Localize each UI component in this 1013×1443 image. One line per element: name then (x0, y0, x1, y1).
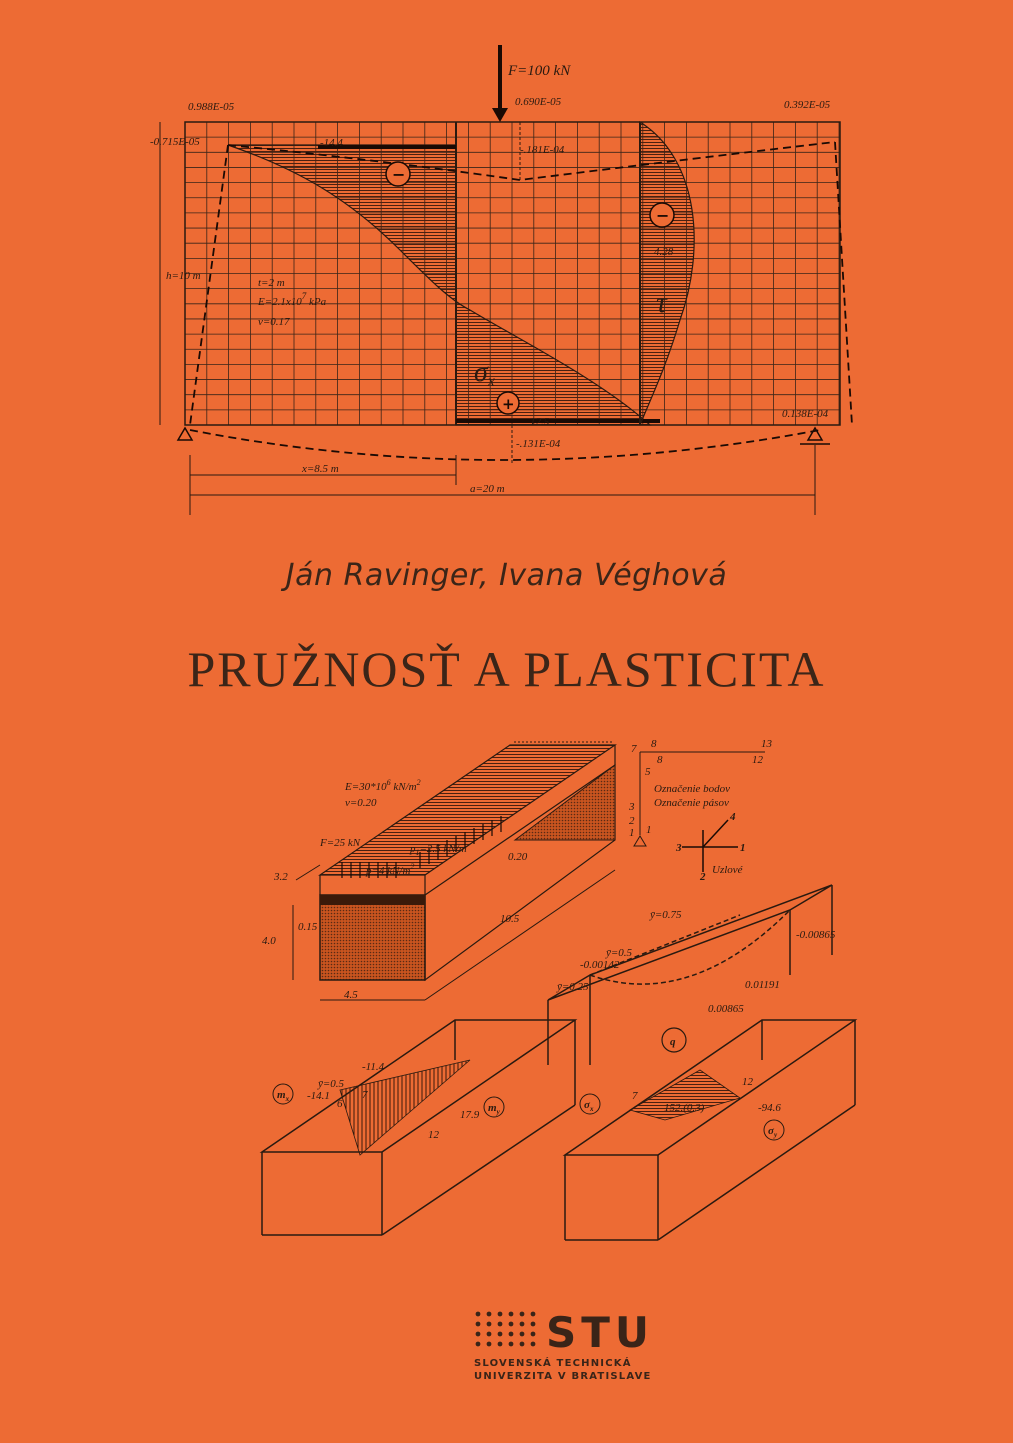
my-label: $m_y$ (488, 1102, 500, 1116)
plus-sign: + (502, 395, 515, 413)
logo-dot (487, 1312, 492, 1317)
stress-box (565, 1020, 855, 1240)
dim-label: 3.2 (274, 871, 288, 883)
logo-dot (487, 1332, 492, 1337)
legend-nodes: Uzlové (712, 864, 743, 876)
sigma-x-label: σx (474, 357, 495, 390)
node-number: 7 (362, 1089, 368, 1101)
logo-dot (476, 1322, 481, 1327)
dim-label: 4.0 (262, 935, 276, 947)
p-label: p=4 $kN/m^2$ (366, 862, 415, 877)
node-number: 12 (428, 1129, 439, 1141)
legend-points: Označenie bodov (654, 783, 731, 795)
axis-label: 2 (700, 871, 706, 883)
value-label: 0.00865 (708, 1003, 744, 1015)
value-label: 152.(0.3) (664, 1102, 705, 1114)
stress-label: -14.4 (320, 137, 343, 149)
value-label: -94.6 (758, 1102, 781, 1114)
q-displacement-box (548, 885, 832, 1065)
logo-dot (487, 1322, 492, 1327)
node-number: 3 (629, 801, 635, 813)
node-number: 6 (337, 1098, 343, 1110)
node-number: 7 (632, 1090, 638, 1102)
mx-label: $m_x$ (277, 1089, 290, 1103)
value-label: 17.9 (460, 1109, 480, 1121)
logo-dot (509, 1312, 514, 1317)
dim-label: 4.5 (344, 989, 358, 1001)
q-label: q (670, 1036, 676, 1048)
logo-dot (498, 1322, 503, 1327)
plate-modulus-label: $E=30*10^6$ $kN/m^2$ (345, 778, 421, 793)
poisson-label: ν=0.17 (258, 316, 290, 328)
a-dim-label: a=20 m (470, 483, 505, 495)
logo-dot (531, 1332, 536, 1337)
disp-label: 0.690E-05 (515, 96, 562, 108)
logo-dot (476, 1332, 481, 1337)
dim-label: 10.5 (500, 913, 520, 925)
logo-dot (520, 1332, 525, 1337)
x-dim-label: x=8.5 m (302, 463, 339, 475)
plate-force-label: F=25 kN (320, 837, 361, 849)
y-label: ȳ=0.5 (606, 947, 633, 959)
node-number: 2 (629, 815, 635, 827)
disp-label: -0.715E-05 (150, 136, 200, 148)
node-number: 7 (631, 743, 637, 755)
node-number: 1 (646, 824, 652, 836)
disp-label: 0.392E-05 (784, 99, 831, 111)
logo-dot (476, 1312, 481, 1317)
stress-label: 4.28 (654, 246, 674, 258)
plate-poisson-label: ν=0.20 (345, 797, 377, 809)
node-number: 1 (629, 827, 635, 839)
disp-label: 0.138E-04 (782, 408, 829, 420)
minus-sign: − (656, 206, 670, 225)
logo-dot (509, 1342, 514, 1347)
disp-label: -.131E-04 (516, 438, 561, 450)
thickness-label: t=2 m (258, 277, 285, 289)
axis-label: 3 (676, 842, 682, 854)
disp-label: 0.988E-05 (188, 101, 235, 113)
axis-label: 4 (730, 811, 736, 823)
axis-label: 1 (740, 842, 746, 854)
node-number: 12 (752, 754, 763, 766)
book-title: PRUŽNOSŤ A PLASTICITA (187, 641, 826, 697)
dim-label: 0.15 (298, 921, 318, 933)
logo-dot (520, 1322, 525, 1327)
value-label: 0.01191 (745, 979, 780, 991)
force-label: F=100 kN (508, 63, 571, 79)
logo-dot (498, 1342, 503, 1347)
moment-box (262, 1020, 575, 1235)
y-label: ȳ=0.75 (650, 909, 682, 921)
stress-label: 12.5 (530, 416, 550, 428)
disp-label: -.181E-04 (520, 144, 565, 156)
logo-dot (531, 1312, 536, 1317)
logo-dot (498, 1332, 503, 1337)
value-label: -14.1 (307, 1090, 330, 1102)
dim-label: 0.20 (508, 851, 528, 863)
minus-sign: − (392, 165, 406, 184)
logo-dot (498, 1312, 503, 1317)
stu-logo-dots-icon (474, 1310, 544, 1350)
value-label: -0.00865 (796, 929, 836, 941)
node-number: 13 (761, 738, 772, 750)
node-number: 12 (742, 1076, 753, 1088)
y-label: ȳ=0.5 (318, 1078, 345, 1090)
logo-dot (520, 1312, 525, 1317)
node-number: 8 (651, 738, 657, 750)
logo-dot (520, 1342, 525, 1347)
authors: Ján Ravinger, Ivana Véghová (285, 558, 728, 593)
logo-dot (531, 1342, 536, 1347)
stu-subtitle: SLOVENSKÁ TECHNICKÁ UNIVERZITA V BRATISLAVE (474, 1358, 652, 1382)
logo-dot (487, 1342, 492, 1347)
legend-strips: Označenie pásov (654, 797, 729, 809)
value-label: -11.4 (362, 1061, 385, 1073)
value-label: -0.00142 (580, 959, 620, 971)
node-number: 8 (657, 754, 663, 766)
node-number: 5 (645, 766, 651, 778)
logo-dot (476, 1342, 481, 1347)
y-label: ȳ=0.25 (557, 981, 589, 993)
tau-label: τ (656, 286, 667, 319)
modulus-label: $E=2.1x10^7$ kPa (258, 291, 327, 308)
sigma-y-small-label: $\sigma_y$ (768, 1125, 778, 1139)
logo-dot (509, 1322, 514, 1327)
stu-logo-text: STU (546, 1308, 655, 1357)
sigma-x-small-label: $\sigma_x$ (584, 1099, 594, 1113)
logo-dot (509, 1332, 514, 1337)
height-label: h=10 m (166, 270, 201, 282)
logo-dot (531, 1322, 536, 1327)
p1-label: $p_1=2.5$ kN/m (410, 843, 467, 857)
